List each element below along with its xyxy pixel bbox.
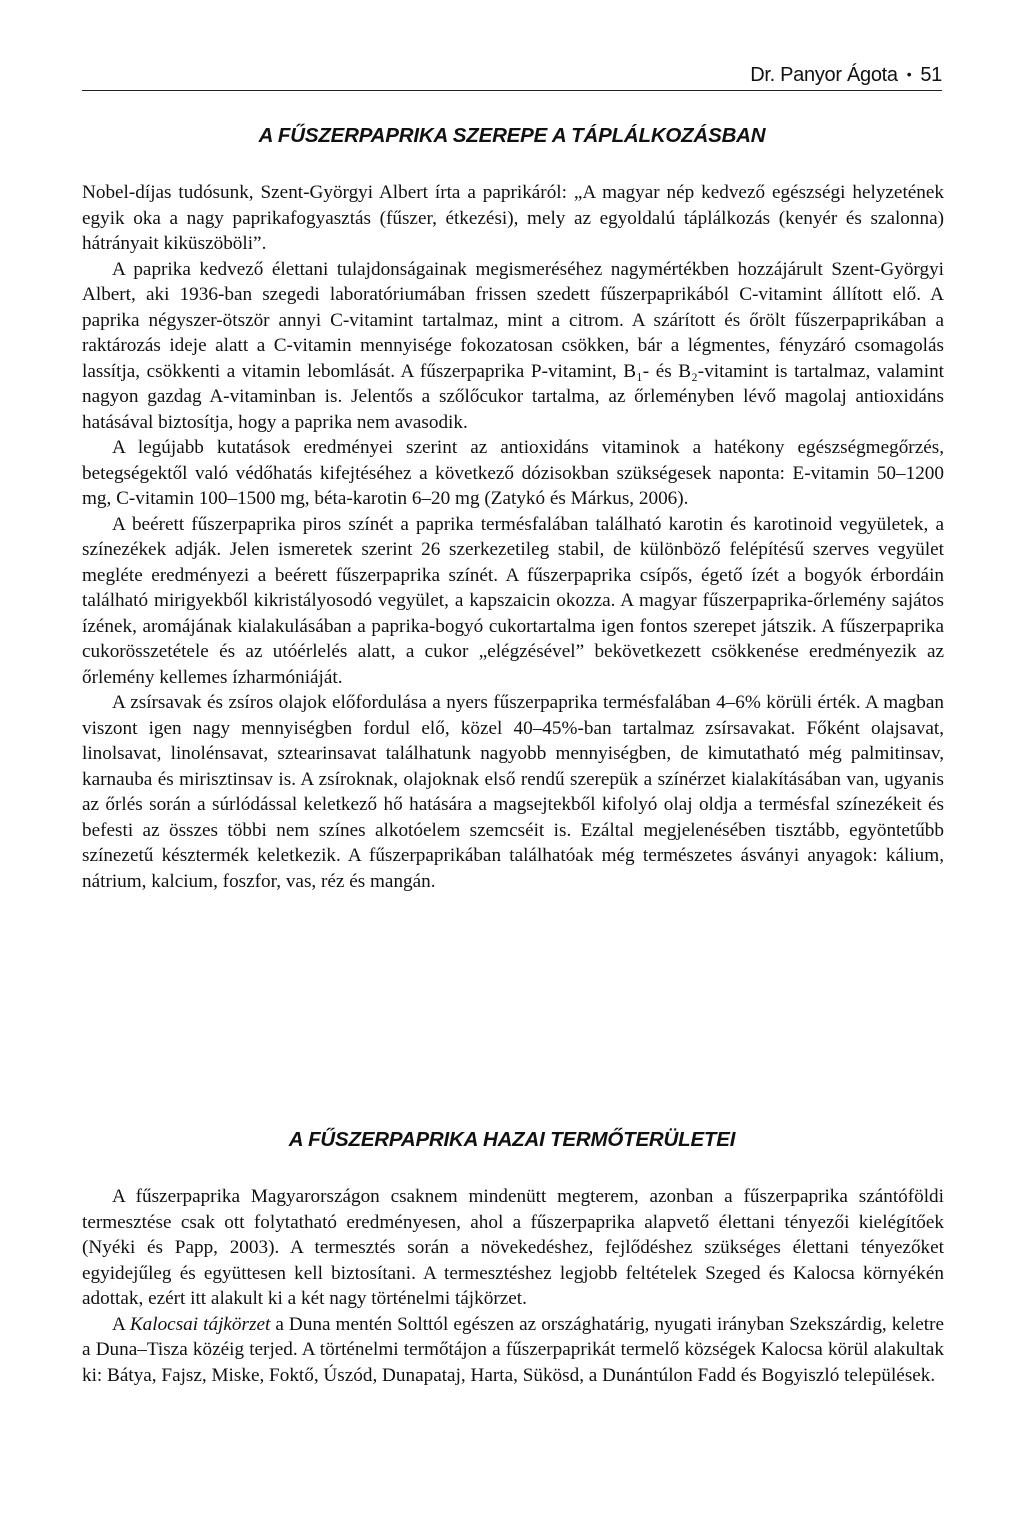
header-author: Dr. Panyor Ágota <box>750 64 898 86</box>
paragraph-lead: A <box>112 1313 130 1335</box>
paragraph: A beérett fűszerpaprika piros színét a paprika termésfalában található karotin és karotinoid vegyületek, a színezékek adják. Jelen ismeretek szerint 26 szerkezetileg stabil, de különböző felépítésű szerves vegyület megléte eredményezi a beérett fűszerpaprika színét. A fűszerpaprika csípős, égető ízét a bogyók érbordáin található mirigyekből kikristályosodó vegyület, a kapszaicin okozza. A magyar fűszerpaprika-őrlemény sajátos ízének, aromájának kialakulásában a paprika-bogyó cukortartalma igen fontos szerepet játszik. A fűszerpaprika cukorösszetétele és az utóérlelés alatt, a cukor „elégzésével” bekövetkezett csökkenése eredményezik az őrlemény kellemes ízharmóniáját. <box>82 513 944 688</box>
paragraph: A zsírsavak és zsíros olajok előfordulása a nyers fűszerpaprika termésfalában 4–6% körüli érték. A magban viszont igen nagy mennyiségben fordul elő, közel 40–45%-ban tartalmaz zsírsavakat. Főként olajsavat, linolsavat, linolénsavat, sztearinsavat találhatunk nagyobb mennyiségben, de kimutatható még palmitinsav, karnauba és mirisztinsav is. A zsíroknak, olajoknak első rendű szerepük a színérzet kialakításában van, ugyanis az őrlés során a súrlódással keletkező hő hatására a magsejtekből kifolyó olaj oldja a termésfal színezékeit és befesti az összes többi nem színes alkotóelem szemcséit is. Ezáltal megjelenésében tisztább, egyöntetűbb színezetű késztermék keletkezik. A fűszerpaprikában találhatóak még természetes ásványi anyagok: kálium, nátrium, kalcium, foszfor, vas, réz és mangán. <box>82 692 944 892</box>
page-number: 51 <box>920 64 942 86</box>
section-title-growing-areas: A FŰSZERPAPRIKA HAZAI TERMŐTERÜLETEI <box>288 1128 736 1151</box>
section-title-role-in-nutrition: A FŰSZERPAPRIKA SZEREPE A TÁPLÁLKOZÁSBAN <box>258 124 766 147</box>
paragraph: A legújabb kutatások eredményei szerint az antioxidáns vitaminok a hatékony egészségmegőrzés, betegségektől való védőhatás kifejtéséhez a következő dózisokban szükségesek naponta: E-vitamin 50–1200 mg, C-vitamin 100–1500 mg, béta-karotin 6–20 mg (Zatykó és Márkus, 2006). <box>82 437 944 509</box>
running-header <box>82 60 942 91</box>
section-body-role-in-nutrition <box>82 180 944 894</box>
kalocsa-region-term: Kalocsai tájkörzet <box>129 1313 271 1335</box>
paragraph: Nobel-díjas tudósunk, Szent-Györgyi Albert írta a paprikáról: „A magyar nép kedvező egészségi helyzetének egyik oka a nagy paprikafogyasztás (fűszer, étkezési), mely az egyoldalú táplálkozás (kenyér és szalonna) hátrányait kiküszöböli”. <box>82 182 944 254</box>
paragraph-rest: a Duna mentén Solttól egészen az országhatárig, nyugati irányban Szekszárdig, keletre a Duna–Tisza közéig terjed. A történelmi termőtájon a fűszerpaprikát termelő községek Kalocsa körül alakultak ki: Bátya, Fajsz, Miske, Foktő, Úszód, Dunapataj, Harta, Sükösd, a Dunántúlon Fadd és Bogyiszló települések. <box>82 1313 944 1386</box>
paragraph: A paprika kedvező élettani tulajdonságainak megismeréséhez nagymértékben hozzájárult Szent-Györgyi Albert, aki 1936-ban szegedi laboratóriumában frissen szedett fűszerpaprikából C-vitamint állított elő. A paprika négyszer-ötször annyi C-vitamint tartalmaz, mint a citrom. A szárított és őrölt fűszerpaprikában a raktározás ideje alatt a C-vitamin mennyisége fokozatosan csökken, bár a légmentes, fényzáró csomagolás lassítja, csökkenti a vitamin lebomlását. A fűszerpaprika P-vitamint, B₁- és B₂-vitamint is tartalmaz, valamint nagyon gazdag A-vitaminban is. Jelentős a szőlőcukor tartalma, az őrleményben lévő magolaj antioxidáns hatásával biztosítja, hogy a paprika nem avasodik. <box>82 258 944 433</box>
paragraph-kalocsa <box>82 1312 944 1389</box>
header-separator: • <box>906 66 912 82</box>
section-body-growing-areas <box>82 1184 944 1388</box>
paragraph: A fűszerpaprika Magyarországon csaknem mindenütt megterem, azonban a fűszerpaprika szántóföldi termesztése csak ott folytatható eredményesen, ahol a fűszerpaprika alapvető élettani tényezői kielégítőek (Nyéki és Papp, 2003). A termesztés során a növekedéshez, fejlődéshez szükséges élettani tényezőket egyidejűleg és együttesen kell biztosítani. A termesztéshez legjobb feltételek Szeged és Kalocsa környékén adottak, ezért itt alakult ki a két nagy történelmi tájkörzet. <box>82 1186 944 1309</box>
